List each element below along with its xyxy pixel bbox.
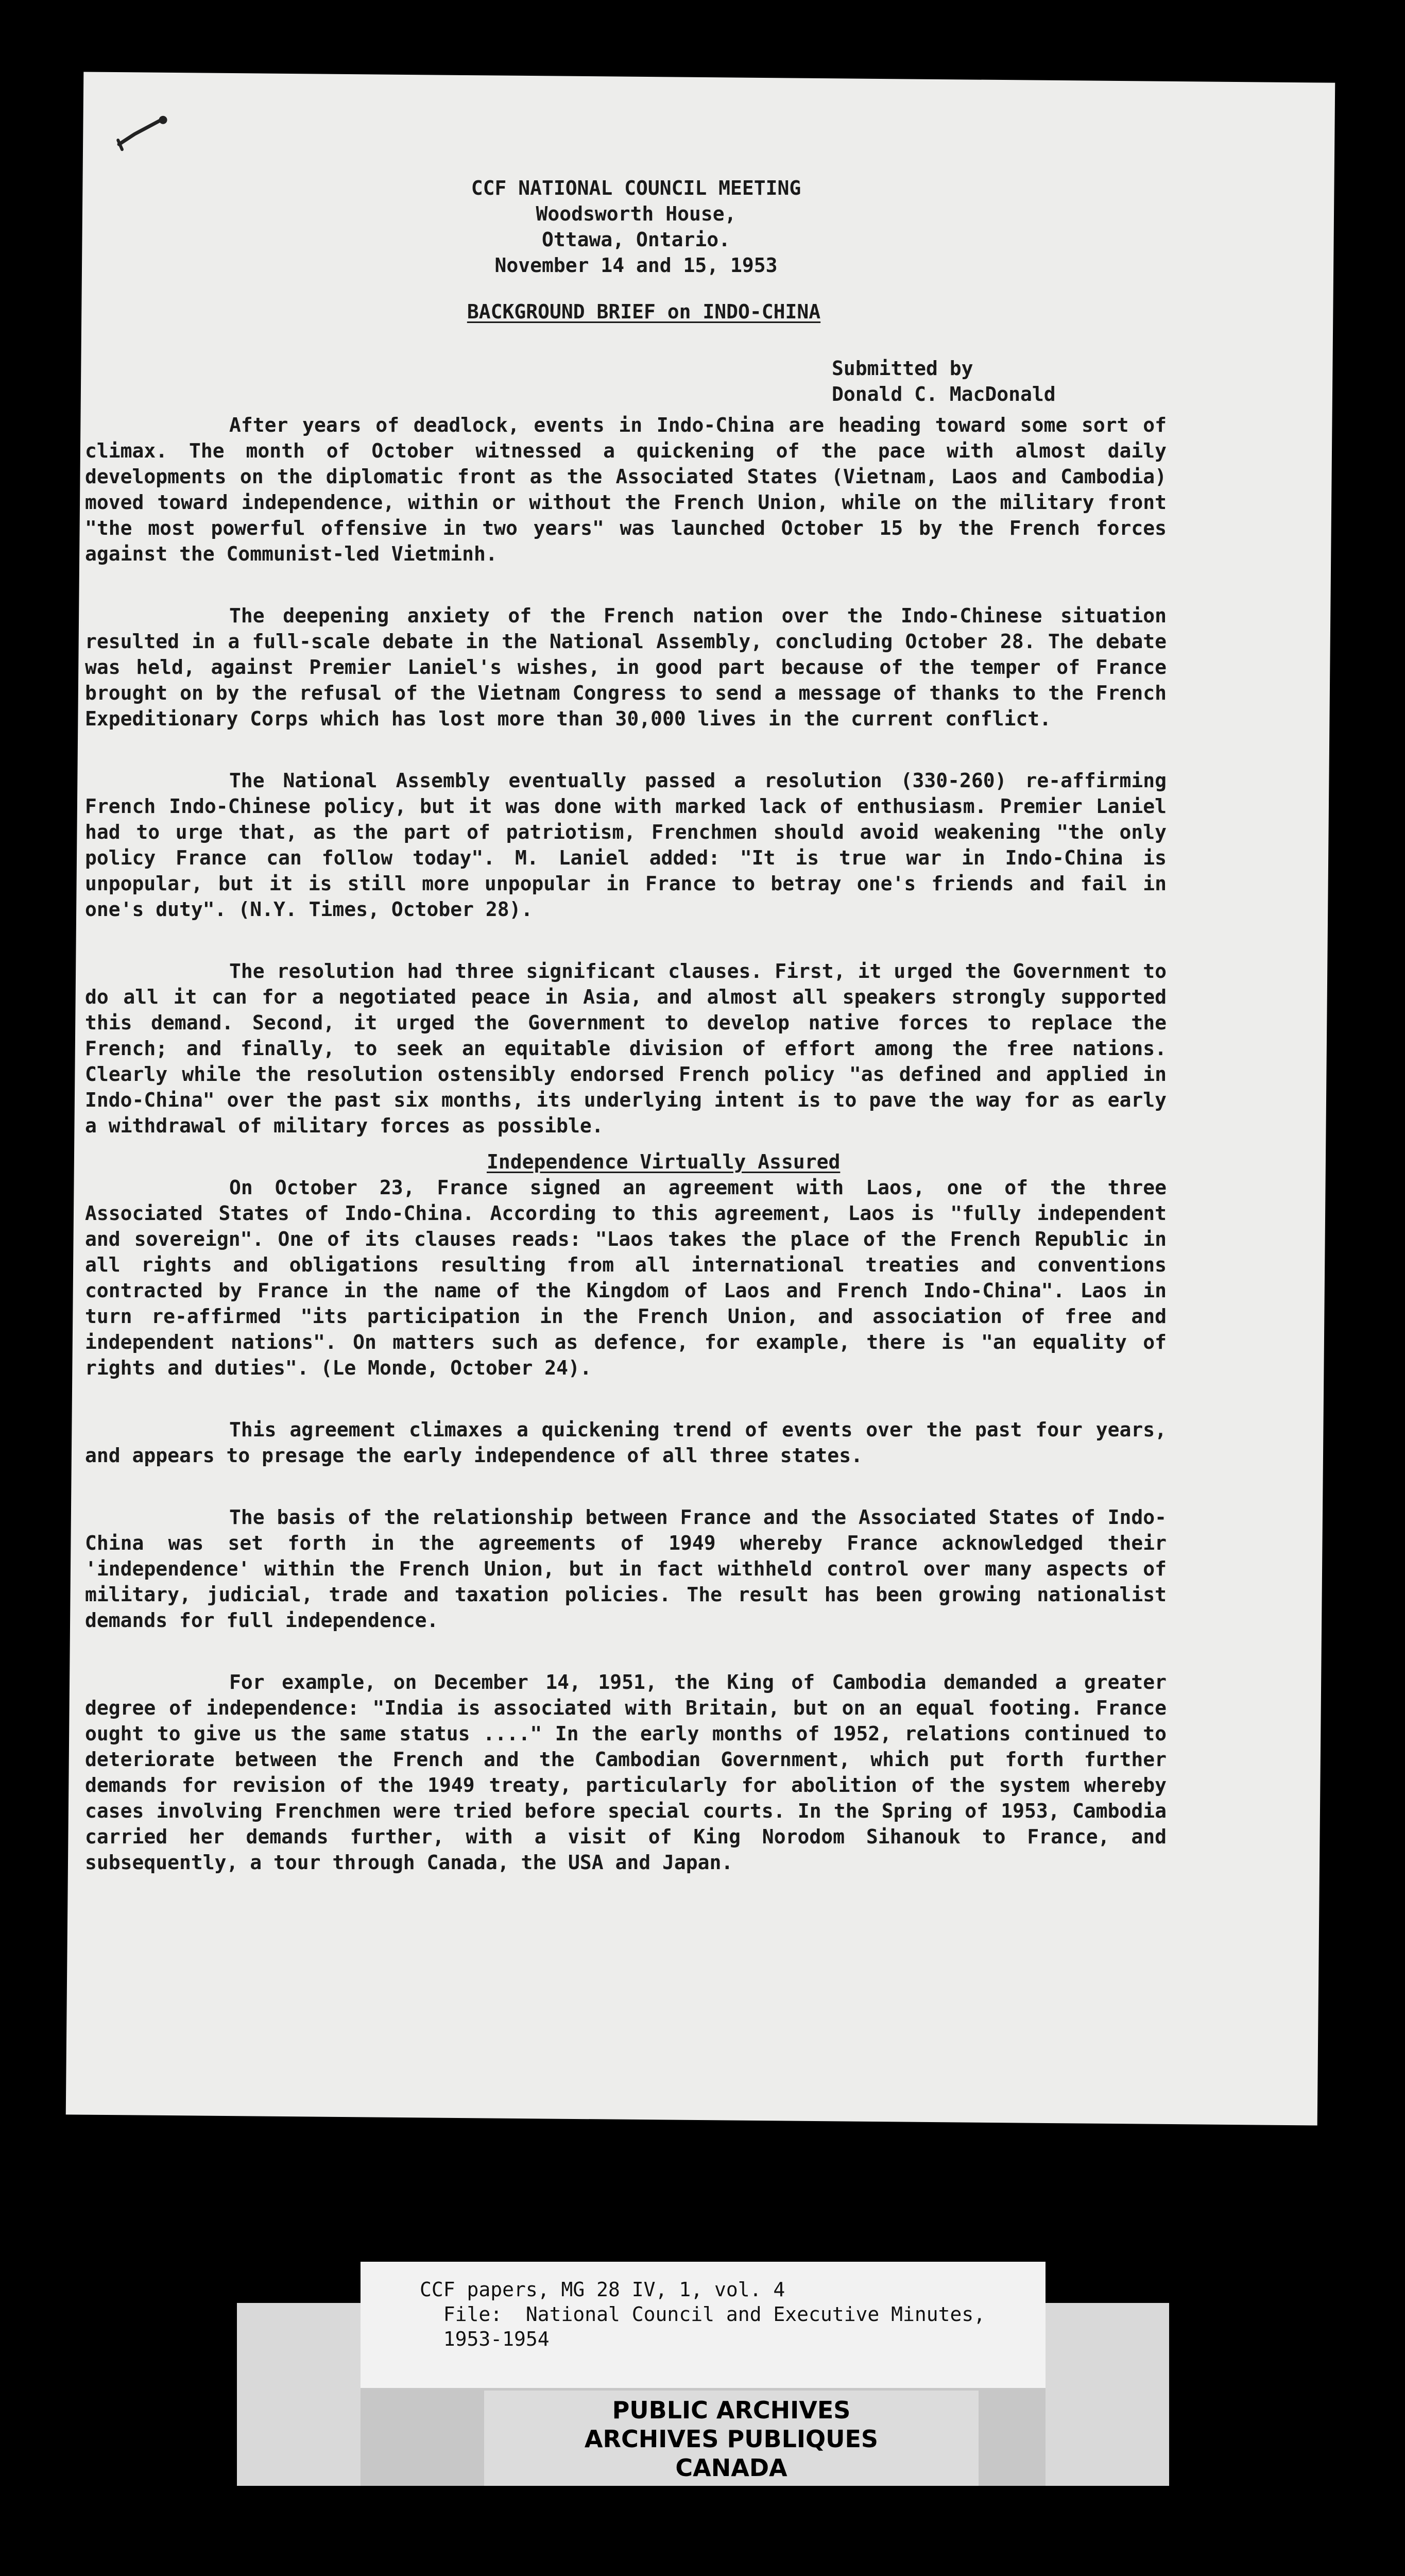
staple-mark-icon: [114, 108, 176, 160]
submitted-line: Submitted by: [832, 357, 973, 380]
heading-line: Ottawa, Ontario.: [541, 228, 731, 251]
archive-label-tab-left: [237, 2303, 361, 2486]
meeting-heading: [404, 175, 868, 278]
section-subheading: [85, 1149, 1167, 1175]
submitted-author: Donald C. MacDonald: [832, 383, 1056, 405]
document-title: [361, 299, 927, 325]
archives-stamp-line: ARCHIVES PUBLIQUES: [584, 2425, 879, 2453]
archive-file-line: File: National Council and Executive Minutes,: [420, 2303, 986, 2326]
document-body: [85, 412, 1167, 1911]
archive-label-tab-right: [1046, 2303, 1169, 2486]
paragraph: The basis of the relationship between France and the Associated States of Indo-China was set forth in the agreements of 1949 whereby France acknowledged their 'independence' within the French Union, but in fact withheld control over many aspects of military, judicial, trade and taxation policies. The result has been growing nationalist demands for full independence.: [85, 1506, 1167, 1632]
document-title-text: BACKGROUND BRIEF on INDO-CHINA: [467, 300, 821, 323]
archives-stamp: [484, 2391, 979, 2486]
archive-file-reference: [420, 2277, 1038, 2351]
archives-stamp-line: CANADA: [675, 2454, 787, 2482]
paragraph: The deepening anxiety of the French nation over the Indo-Chinese situation resulted in a full-scale debate in the National Assembly, concluding October 28. The debate was held, against Premier Laniel's wishes, in good part because of the temper of France brought on by the refusal of the Vietnam Congress to send a message of thanks to the French Expeditionary Corps which has lost more than 30,000 lives in the current conflict.: [85, 604, 1167, 730]
archive-file-line: CCF papers, MG 28 IV, 1, vol. 4: [420, 2278, 785, 2301]
submitted-by: [832, 355, 1192, 407]
paragraph: This agreement climaxes a quickening trend of events over the past four years, and appears to presage the early independence of all three states.: [85, 1418, 1167, 1467]
archive-file-line: 1953-1954: [420, 2328, 550, 2350]
paragraph: The National Assembly eventually passed a resolution (330-260) re-affirming French Indo-Chinese policy, but it was done with marked lack of enthusiasm. Premier Laniel had to urge that, as the part of patriotism, Frenchmen should avoid weakening "the only policy France can follow today". M. Laniel added: "It is true war in Indo-China is unpopular, but it is still more unpopular in France to betray one's friends and fail in one's duty". (N.Y. Times, October 28).: [85, 769, 1167, 921]
heading-line: Woodsworth House,: [536, 202, 736, 225]
archives-stamp-line: PUBLIC ARCHIVES: [612, 2396, 851, 2424]
paragraph: For example, on December 14, 1951, the King of Cambodia demanded a greater degree of independence: "India is associated with Britain, but on an equal footing. France ought to give us the same status ...." In the early months of 1952, relations continued to deteriorate between the French and the Cambodian Government, which put forth further demands for revision of the 1949 treaty, particularly for abolition of the system whereby cases involving Frenchmen were tried before special courts. In the Spring of 1953, Cambodia carried her demands further, with a visit of King Norodom Sihanouk to France, and subsequently, a tour through Canada, the USA and Japan.: [85, 1671, 1167, 1874]
heading-line: CCF NATIONAL COUNCIL MEETING: [471, 177, 801, 199]
paragraph: The resolution had three significant clauses. First, it urged the Government to do all it can for a negotiated peace in Asia, and almost all speakers strongly supported this demand. Second, it urged the Government to develop native forces to replace the French; and finally, to seek an equitable division of effort among the free nations. Clearly while the resolution ostensibly endorsed French policy "as defined and applied in Indo-China" over the past six months, its underlying intent is to pave the way for as early a withdrawal of military forces as possible.: [85, 960, 1167, 1137]
section-subheading-text: Independence Virtually Assured: [487, 1150, 841, 1173]
paragraph: After years of deadlock, events in Indo-China are heading toward some sort of climax. The month of October witnessed a quickening of the pace with almost daily developments on the diplomatic front as the Associated States (Vietnam, Laos and Cambodia) moved toward independence, within or without the French Union, while on the military front "the most powerful offensive in two years" was launched October 15 by the French forces against the Communist-led Vietminh.: [85, 414, 1167, 565]
paragraph: On October 23, France signed an agreement with Laos, one of the three Associated States of Indo-China. According to this agreement, Laos is "fully independent and sovereign". One of its clauses reads: "Laos takes the place of the French Republic in all rights and obligations resulting from all international treaties and conventions contracted by France in the name of the Kingdom of Laos and French Indo-China". Laos in turn re-affirmed "its participation in the French Union, and association of free and independent nations". On matters such as defence, for example, there is "an equality of rights and duties". (Le Monde, October 24).: [85, 1176, 1167, 1379]
heading-line: November 14 and 15, 1953: [494, 254, 778, 277]
